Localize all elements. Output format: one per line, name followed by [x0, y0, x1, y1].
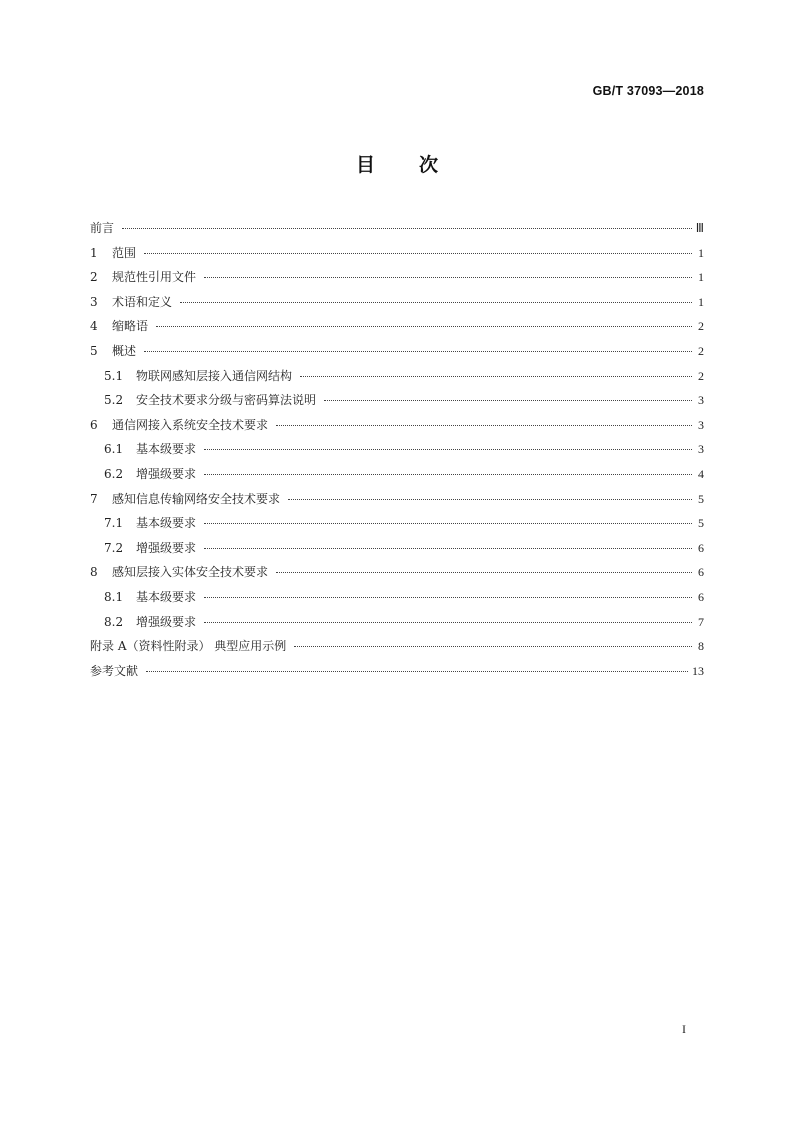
toc-entry-page: 3 — [698, 442, 704, 457]
toc-entry[interactable] — [90, 437, 704, 462]
toc-entry-page: 6 — [698, 565, 704, 580]
toc-entry-label: 安全技术要求分级与密码算法说明 — [136, 393, 317, 408]
toc-entry-label: 术语和定义 — [112, 294, 173, 309]
toc-entry[interactable] — [90, 610, 704, 635]
toc-entry-label: 基本级要求 — [136, 442, 197, 457]
toc-entry[interactable] — [90, 511, 704, 536]
toc-entry-label: 参考文献 — [90, 663, 139, 678]
toc-leader-dots — [180, 302, 692, 303]
toc-leader-dots — [300, 376, 692, 377]
toc-entry-label: 前言 — [90, 221, 115, 235]
toc-entry[interactable] — [90, 364, 704, 389]
toc-leader-dots — [146, 671, 688, 672]
toc-leader-dots — [144, 351, 692, 352]
toc-entry-number: 7.1 — [104, 516, 124, 531]
toc-leader-dots — [204, 474, 692, 475]
toc-leader-dots — [294, 646, 692, 647]
toc-entry-label: 附录 A（资料性附录） 典型应用示例 — [90, 639, 287, 654]
toc-entry[interactable] — [90, 585, 704, 610]
toc-leader-dots — [204, 449, 692, 450]
toc-entry-label: 通信网接入系统安全技术要求 — [112, 417, 269, 432]
toc-entry-number: 6.2 — [104, 466, 124, 481]
toc-entry-label: 感知层接入实体安全技术要求 — [112, 565, 269, 580]
toc-leader-dots — [204, 548, 692, 549]
toc-entry-page: 5 — [698, 516, 704, 531]
toc-entry-page: 3 — [698, 417, 704, 432]
toc-entry[interactable] — [90, 634, 704, 659]
page-title: 目次 — [355, 154, 482, 176]
toc-entry-page: 1 — [698, 270, 704, 285]
toc-leader-dots — [204, 277, 692, 278]
toc-entry-page: 3 — [698, 393, 704, 408]
toc-entry-label: 概述 — [112, 343, 137, 358]
toc-entry-number: 5.1 — [104, 368, 124, 383]
toc-entry-page: 6 — [698, 589, 704, 604]
toc-entry-page: 13 — [692, 663, 704, 678]
toc-leader-dots — [204, 597, 692, 598]
toc-entry[interactable] — [90, 216, 704, 241]
toc-entry[interactable] — [90, 265, 704, 290]
toc-entry[interactable] — [90, 314, 704, 339]
toc-entry[interactable] — [90, 413, 704, 438]
toc-entry-page: 2 — [698, 319, 704, 334]
toc-entry-number: 7 — [90, 491, 98, 506]
toc-entry-page: Ⅲ — [695, 221, 704, 235]
toc-entry-page: 2 — [698, 368, 704, 383]
toc-entry[interactable] — [90, 388, 704, 413]
standard-code: GB/T 37093—2018 — [592, 84, 704, 98]
toc-entry-page: 2 — [698, 343, 704, 358]
toc-entry-number: 8.2 — [104, 614, 124, 629]
toc-entry-label: 规范性引用文件 — [112, 270, 197, 285]
toc-entry[interactable] — [90, 487, 704, 512]
toc-leader-dots — [204, 622, 692, 623]
toc-entry-label: 缩略语 — [112, 319, 149, 334]
toc-entry[interactable] — [90, 659, 704, 684]
toc-entry[interactable] — [90, 241, 704, 266]
toc-leader-dots — [324, 400, 692, 401]
toc-entry-number: 5.2 — [104, 393, 124, 408]
toc-entry-label: 范围 — [112, 245, 137, 260]
toc-entry-number: 3 — [90, 294, 98, 309]
toc-entry-number: 8.1 — [104, 589, 124, 604]
toc-entry-page: 5 — [698, 491, 704, 506]
toc-entry-page: 1 — [698, 294, 704, 309]
toc-entry-number: 4 — [90, 319, 98, 334]
toc-entry-page: 4 — [698, 466, 704, 481]
toc-entry-label: 基本级要求 — [136, 516, 197, 531]
toc-entry-label: 增强级要求 — [136, 466, 197, 481]
toc-entry-label: 增强级要求 — [136, 540, 197, 555]
toc-leader-dots — [276, 572, 692, 573]
toc-leader-dots — [122, 228, 692, 229]
toc-entry-number: 1 — [90, 245, 98, 260]
toc-leader-dots — [276, 425, 692, 426]
toc-leader-dots — [144, 253, 692, 254]
toc-entry-number: 6 — [90, 417, 98, 432]
toc-entry-label: 基本级要求 — [136, 589, 197, 604]
toc-entry-number: 8 — [90, 565, 98, 580]
toc-entry-label: 感知信息传输网络安全技术要求 — [112, 491, 281, 506]
toc-entry[interactable] — [90, 560, 704, 585]
toc-entry[interactable] — [90, 462, 704, 487]
toc-leader-dots — [204, 523, 692, 524]
page-number: I — [682, 1022, 686, 1036]
toc-entry-number: 2 — [90, 270, 98, 285]
toc-leader-dots — [156, 326, 692, 327]
toc-entry[interactable] — [90, 536, 704, 561]
toc-entry-number: 7.2 — [104, 540, 124, 555]
toc-leader-dots — [288, 499, 692, 500]
toc-entry-label: 物联网感知层接入通信网结构 — [136, 368, 293, 383]
toc-entry[interactable] — [90, 339, 704, 364]
toc-entry-page: 8 — [698, 639, 704, 654]
table-of-contents — [90, 216, 704, 683]
toc-entry-label: 增强级要求 — [136, 614, 197, 629]
toc-entry-page: 6 — [698, 540, 704, 555]
toc-entry-page: 7 — [698, 614, 704, 629]
toc-entry-number: 5 — [90, 343, 98, 358]
toc-entry[interactable] — [90, 290, 704, 315]
toc-entry-page: 1 — [698, 245, 704, 260]
toc-entry-number: 6.1 — [104, 442, 124, 457]
